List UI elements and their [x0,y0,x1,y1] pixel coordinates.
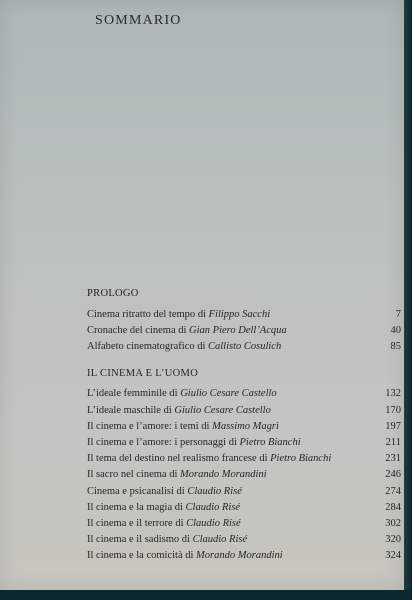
entry-page-number: 197 [385,421,401,432]
page-title: SOMMARIO [95,13,182,28]
entry-author: Giulio Cesare Castello [180,388,277,399]
entry-author: Filippo Sacchi [208,309,271,320]
entry-text [87,453,331,464]
entry-title: Il cinema e la comicità [87,550,183,561]
toc-entry [87,437,401,452]
entry-page-number: 284 [385,502,401,513]
entry-page-number: 211 [385,437,401,448]
entry-text [87,502,240,513]
entry-author: Giulio Cesare Castello [174,405,271,416]
entry-by: di [178,325,187,336]
entry-author: Pietro Bianchi [270,453,332,464]
entry-by: di [175,518,184,529]
toc-entry [87,388,401,403]
entry-title: L’ideale femminile [87,388,167,399]
entry-page-number: 320 [385,534,401,545]
entry-author: Morando Morandini [180,469,267,480]
entry-author: Pietro Bianchi [239,437,301,448]
entry-title: Il sacro nel cinema [87,469,167,480]
entry-title: Cinema e psicanalisi [87,486,174,497]
toc-entry [87,325,401,340]
entry-text [87,437,301,448]
toc-entry [87,486,401,501]
entry-author: Morando Morandini [196,550,283,561]
toc-entry [87,309,401,324]
entry-author: Gian Piero Dell’Acqua [189,325,287,336]
toc-entry [87,502,401,517]
entry-author: Callisto Cosulich [208,341,282,352]
background-edge [0,590,412,600]
entry-title: L’ideale maschile [87,405,161,416]
entry-author: Claudio Risé [186,518,241,529]
entry-title: Il cinema e l’amore: i temi [87,421,199,432]
entry-author: Claudio Risé [185,502,241,513]
entry-text [87,309,270,320]
entry-page-number: 40 [390,325,401,336]
entry-text [87,341,281,352]
entry-text [87,388,277,399]
entry-by: di [169,469,178,480]
entry-author: Claudio Risé [192,534,248,545]
section-heading-cinema-uomo: IL CINEMA E L’UOMO [87,368,199,379]
entry-author: Claudio Risé [187,486,242,497]
toc-entry [87,469,401,484]
entry-by: di [169,388,178,399]
toc-entry [87,453,401,468]
entry-page-number: 170 [385,405,401,416]
entry-page-number: 7 [395,309,401,320]
entry-page-number: 246 [385,469,401,480]
entry-text [87,486,242,497]
entry-title: Il cinema e la magìa [87,502,173,513]
entry-text [87,469,267,480]
toc-entry [87,550,401,565]
toc-entry [87,421,401,436]
entry-text [87,534,247,545]
entry-by: di [163,405,172,416]
entry-title: Il cinema e il terrore [87,518,173,529]
entry-title: Cinema ritratto del tempo [87,309,196,320]
section-heading-prologo: PROLOGO [87,288,139,299]
entry-title: Il tema del destino nel realismo francese [87,453,257,464]
entry-text [87,518,241,529]
entry-text [87,421,279,432]
entry-title: Il cinema e l’amore: i personaggi [87,437,227,448]
entry-by: di [176,486,185,497]
entry-by: di [197,309,206,320]
entry-by: di [197,341,206,352]
toc-entry [87,341,401,356]
entry-by: di [259,453,268,464]
entry-by: di [201,421,210,432]
entry-text [87,550,283,561]
entry-by: di [228,437,237,448]
entry-by: di [181,534,190,545]
toc-entry [87,405,401,420]
entry-by: di [185,550,194,561]
entry-page-number: 231 [385,453,401,464]
entry-page-number: 85 [390,341,401,352]
toc-entry [87,534,401,549]
entry-page-number: 302 [385,518,401,529]
entry-title: Alfabeto cinematografico [87,341,195,352]
entry-author: Massimo Magrì [212,421,279,432]
entry-page-number: 132 [385,388,401,399]
entry-text [87,405,271,416]
entry-text [87,325,287,336]
entry-by: di [174,502,183,513]
entry-title: Il cinema e il sadismo [87,534,180,545]
entry-page-number: 324 [385,550,401,561]
toc-entry [87,518,401,533]
entry-page-number: 274 [385,486,401,497]
entry-title: Cronache del cinema [87,325,176,336]
background-edge [404,0,412,600]
